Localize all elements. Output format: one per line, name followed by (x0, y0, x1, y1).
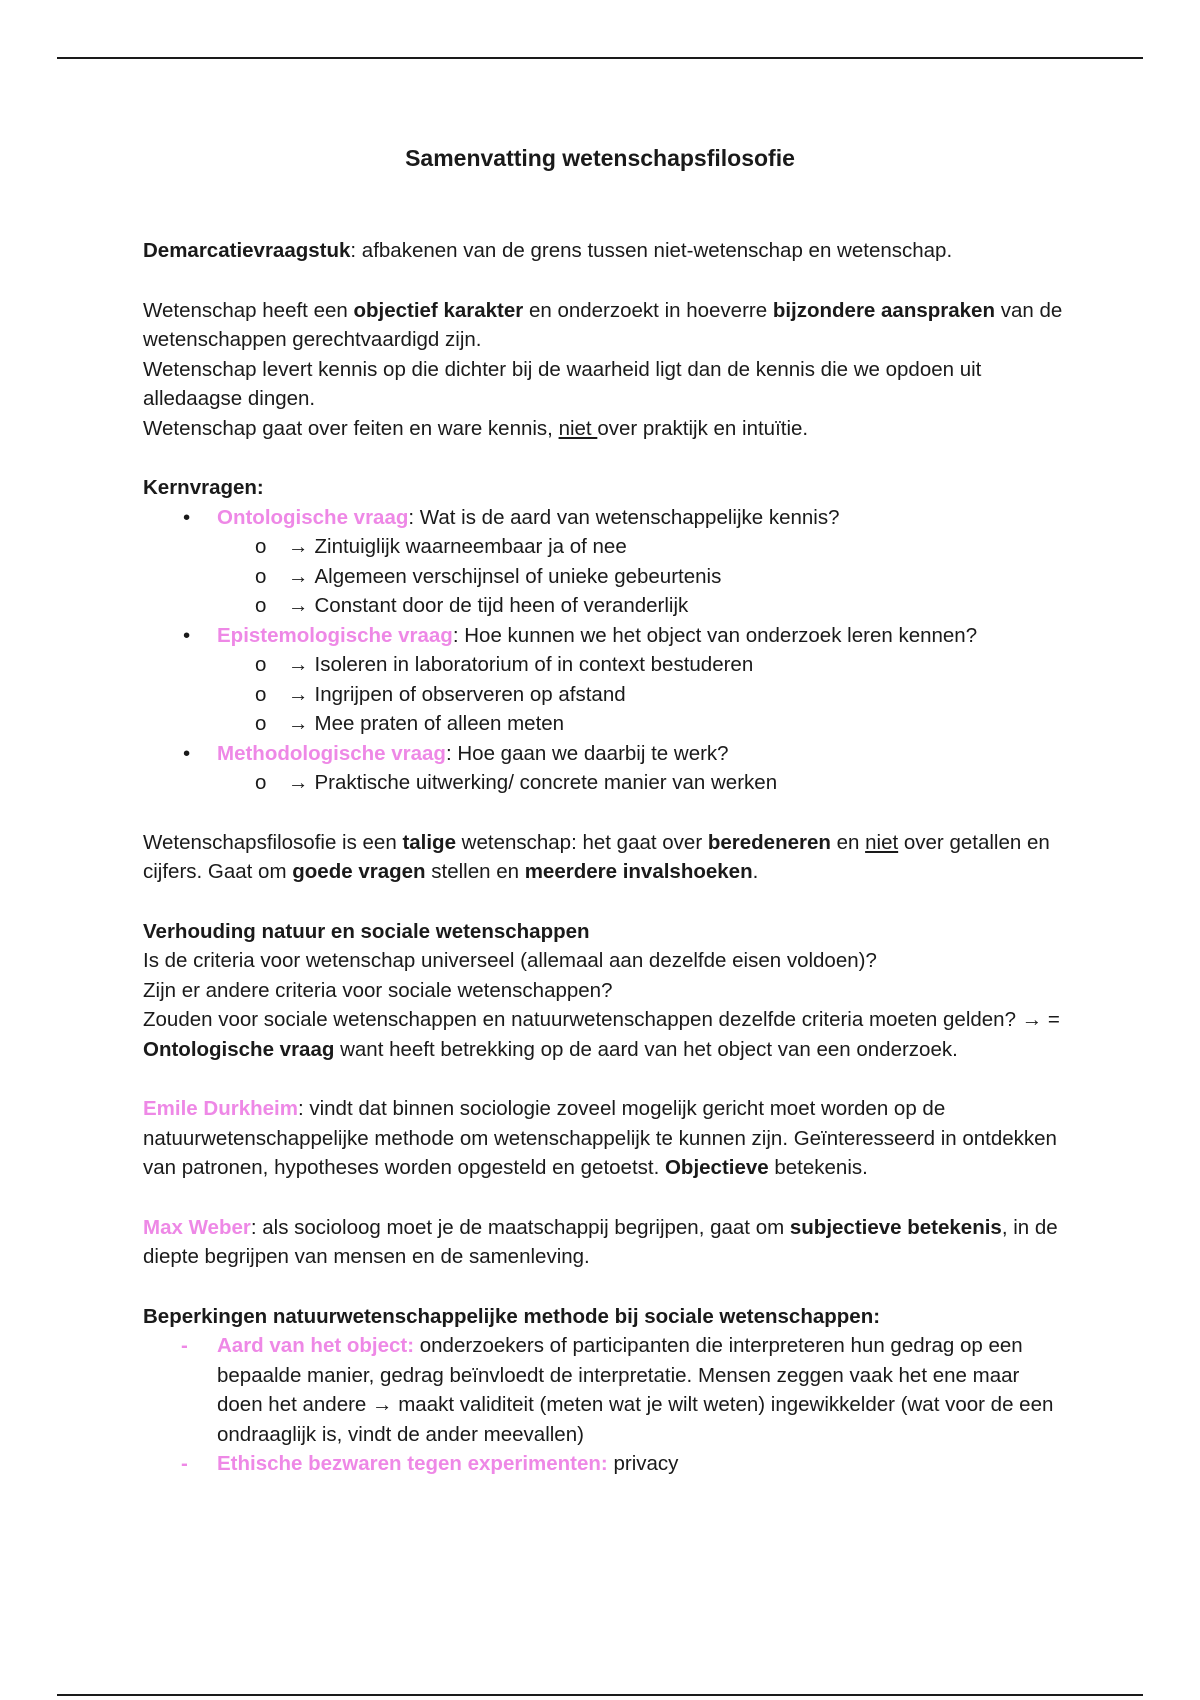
sub-item (143, 591, 1068, 621)
kernvraag-epistemologisch (143, 621, 1068, 651)
weber-bold: subjectieve betekenis (789, 1215, 1002, 1239)
sub-bullet: o (255, 535, 267, 558)
durkheim-end: betekenis. (768, 1156, 868, 1179)
sub-bullet: o (255, 712, 267, 735)
beperking-text: privacy (607, 1452, 679, 1475)
beperkingen-heading: Beperkingen natuurwetenschappelijke methode bij sociale wetenschappen: (143, 1304, 881, 1328)
intro-line-3 (143, 414, 1068, 444)
intro-text-2: en onderzoekt in hoeverre (523, 298, 773, 322)
talig-text-1: Wetenschapsfilosofie is een (143, 830, 403, 854)
kernvraag-term: Epistemologische vraag (217, 623, 453, 647)
arrow-icon: → (288, 564, 309, 588)
arrow-icon: → (288, 712, 309, 735)
talig-bold-4: meerdere invalshoeken (524, 860, 753, 883)
bullet: • (183, 741, 191, 765)
talig-bold-3: goede vragen (292, 860, 426, 883)
talig-bold-2: beredeneren (707, 830, 831, 854)
arrow-icon: → (288, 771, 309, 794)
dash-bullet: - (181, 1452, 188, 1475)
sub-item (143, 650, 1068, 680)
arrow-icon: → (372, 1393, 393, 1416)
beperking-text-b: maakt validiteit (meten wat je wilt weten) ingewikkelder (wat voor de een ondraaglijk is, vindt de ander meevallen) (217, 1393, 1054, 1446)
talig-text-2: wetenschap: het gaat over (455, 830, 708, 854)
sub-item-text: Isoleren in laboratorium of in context bestuderen (314, 653, 754, 676)
intro-line-2: Wetenschap levert kennis op die dichter bij de waarheid ligt dan de kennis die we opdoen uit alledaagse dingen. (143, 357, 982, 410)
verhouding-line-3-b: = (1042, 1008, 1060, 1031)
bottom-rule (57, 1694, 1143, 1696)
beperking-term: Aard van het object: (217, 1334, 415, 1357)
intro-line-3-underlined: niet (558, 416, 598, 440)
arrow-icon: → (1021, 1008, 1043, 1031)
sub-item-text: Praktische uitwerking/ concrete manier van werken (314, 771, 778, 794)
verhouding-line-3-a: Zouden voor sociale wetenschappen en natuurwetenschappen dezelfde criteria moeten gelden? (143, 1008, 1022, 1031)
beperking-term: Ethische bezwaren tegen experimenten: (217, 1452, 608, 1475)
intro-line-3-b: over praktijk en intuïtie. (597, 416, 809, 440)
kernvraag-term: Methodologische vraag (217, 741, 446, 765)
intro-paragraph (143, 296, 1068, 355)
top-rule (57, 57, 1143, 59)
kernvraag-text: : Hoe gaan we daarbij te werk? (445, 741, 729, 765)
demarcatie-term: Demarcatievraagstuk (143, 239, 351, 262)
bullet: • (183, 623, 191, 647)
talig-underlined: niet (865, 830, 899, 854)
sub-item (143, 562, 1068, 592)
arrow-icon: → (288, 535, 309, 558)
kernvraag-text: : Hoe kunnen we het object van onderzoek leren kennen? (452, 623, 978, 647)
sub-item-text: Algemeen verschijnsel of unieke gebeurtenis (314, 564, 722, 588)
verhouding-heading: Verhouding natuur en sociale wetenschappen (143, 919, 590, 943)
weber-text: : als socioloog moet je de maatschappij begrijpen, gaat om (250, 1215, 790, 1239)
sub-item (143, 709, 1068, 739)
talig-text-6: . (752, 860, 759, 883)
talig-paragraph (143, 828, 1068, 887)
sub-bullet: o (255, 771, 267, 794)
sub-item-text: Constant door de tijd heen of veranderlijk (314, 594, 689, 617)
weber-end: , in de diepte begrijpen van mensen en de samenleving. (143, 1215, 1058, 1268)
kernvraag-methodologisch (143, 739, 1068, 769)
beperking-item (143, 1331, 1068, 1449)
arrow-icon: → (288, 653, 309, 676)
verhouding-line-2: Zijn er andere criteria voor sociale wetenschappen? (143, 978, 613, 1002)
sub-item (143, 768, 1068, 798)
sub-item (143, 532, 1068, 562)
beperking-item (143, 1449, 1068, 1479)
durkheim-paragraph (143, 1094, 1068, 1183)
page-title: Samenvatting wetenschapsfilosofie (405, 145, 795, 171)
bullet: • (183, 505, 191, 529)
document-body (143, 236, 1068, 1479)
durkheim-text: : vindt dat binnen sociologie zoveel mogelijk gericht moet worden op de natuurwetenschappelijke methode om wetenschappelijk te kunnen zijn. Geïnteresseerd in ontdekken van patronen, hypotheses worden opgesteld en getoetst. (143, 1097, 1057, 1179)
sub-item-text: Ingrijpen of observeren op afstand (314, 682, 626, 706)
intro-line-3-a: Wetenschap gaat over feiten en ware kennis, (143, 416, 559, 440)
intro-text-3: van de wetenschappen gerechtvaardigd zijn. (143, 298, 1063, 351)
intro-bold-2: bijzondere aanspraken (772, 298, 995, 322)
sub-bullet: o (255, 682, 267, 706)
durkheim-name: Emile Durkheim (143, 1097, 298, 1120)
talig-text-3: en (830, 830, 866, 854)
sub-bullet: o (255, 653, 267, 676)
arrow-icon: → (288, 682, 309, 706)
kernvraag-text: : Wat is de aard van wetenschappelijke kennis? (408, 505, 840, 529)
sub-item-text: Mee praten of alleen meten (314, 712, 565, 735)
beperking-text-a: onderzoekers of participanten die interpreteren hun gedrag op een bepaalde manier, gedrag beïnvloedt de interpretatie. Mensen zeggen vaak het ene maar doen het andere (217, 1334, 1023, 1416)
talig-bold-1: talige (402, 830, 456, 854)
demarcatie-text: : afbakenen van de grens tussen niet-wetenschap en wetenschap. (350, 239, 953, 262)
weber-name: Max Weber (143, 1215, 251, 1239)
verhouding-line-3-c: want heeft betrekking op de aard van het object van een onderzoek. (334, 1037, 958, 1061)
dash-bullet: - (181, 1334, 188, 1357)
arrow-icon: → (288, 594, 309, 617)
verhouding-line-3-bold: Ontologische vraag (143, 1037, 335, 1061)
kernvraag-term: Ontologische vraag (217, 505, 409, 529)
intro-text-1: Wetenschap heeft een (143, 298, 354, 322)
talig-text-4: over getallen en cijfers. Gaat om (143, 830, 1050, 883)
sub-item (143, 680, 1068, 710)
kernvraag-ontologisch (143, 503, 1068, 533)
talig-text-5: stellen en (425, 860, 525, 883)
weber-paragraph (143, 1213, 1068, 1272)
verhouding-line-3 (143, 1005, 1068, 1064)
kernvragen-heading: Kernvragen: (143, 476, 264, 499)
intro-bold-1: objectief karakter (353, 298, 524, 322)
sub-bullet: o (255, 564, 267, 588)
durkheim-bold: Objectieve (664, 1156, 769, 1179)
sub-bullet: o (255, 594, 267, 617)
sub-item-text: Zintuiglijk waarneembaar ja of nee (314, 535, 627, 558)
verhouding-line-1: Is de criteria voor wetenschap universeel (allemaal aan dezelfde eisen voldoen)? (143, 949, 877, 972)
kernvragen-list (143, 503, 1068, 798)
demarcatie-paragraph (143, 236, 1068, 266)
